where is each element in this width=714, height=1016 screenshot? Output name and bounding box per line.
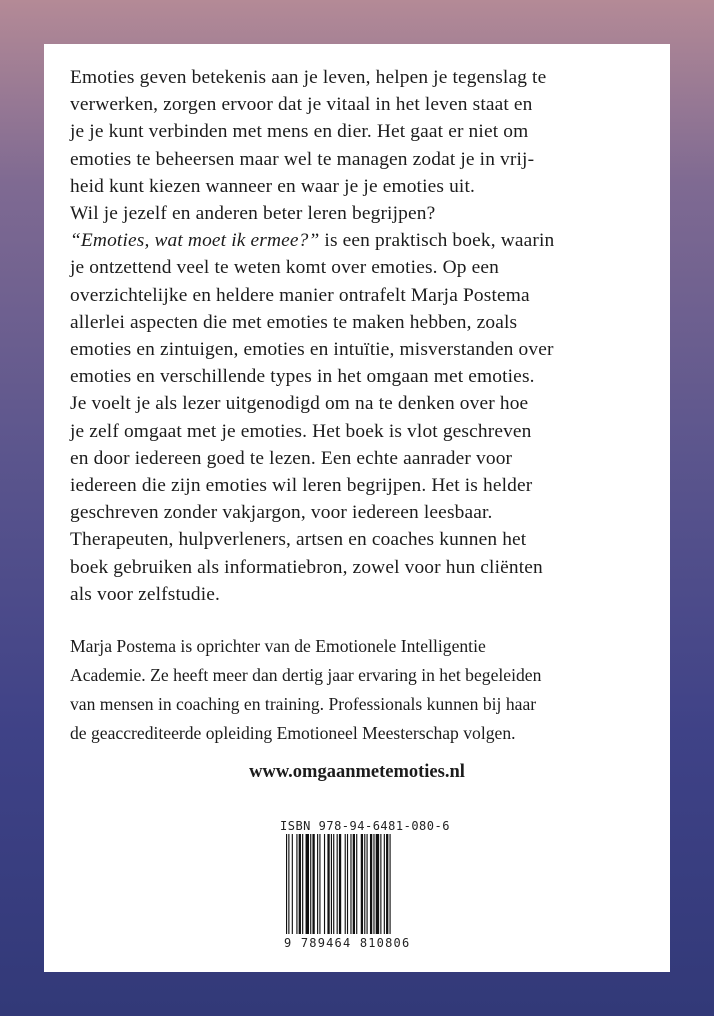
- text-line: je zelf omgaat met je emoties. Het boek is vlot geschreven: [70, 420, 532, 442]
- author-bio: [70, 632, 648, 748]
- bio-line: van mensen in coaching en training. Professionals kunnen bij haar: [70, 694, 537, 714]
- book-title-quote: “Emoties, wat moet ik ermee?”: [70, 230, 320, 252]
- text-line: heid kunt kiezen wanneer en waar je je emoties uit.: [70, 175, 475, 197]
- text-line: allerlei aspecten die met emoties te maken hebben, zoals: [70, 311, 518, 333]
- bio-line: Marja Postema is oprichter van de Emotionele Intelligentie: [70, 636, 486, 656]
- text-line: je je kunt verbinden met mens en dier. Het gaat er niet om: [70, 121, 529, 143]
- book-description: [70, 64, 648, 608]
- text-line: en door iedereen goed te lezen. Een echte aanrader voor: [70, 447, 513, 469]
- text-line: geschreven zonder vakjargon, voor iedereen leesbaar.: [70, 502, 493, 524]
- text-line: boek gebruiken als informatiebron, zowel voor hun cliënten: [70, 556, 543, 578]
- back-cover-card: [44, 44, 670, 972]
- isbn-label: ISBN 978-94-6481-080-6: [280, 819, 450, 833]
- text-line: Therapeuten, hulpverleners, artsen en coaches kunnen het: [70, 529, 527, 551]
- text-line: Wil je jezelf en anderen beter leren begrijpen?: [70, 203, 436, 225]
- barcode-image: [284, 834, 434, 942]
- text-line: Emoties geven betekenis aan je leven, helpen je tegenslag te: [70, 67, 547, 88]
- text-line: Je voelt je als lezer uitgenodigd om na te denken over hoe: [70, 393, 529, 415]
- website-url: www.omgaanmetemoties.nl: [249, 762, 465, 782]
- intro-paragraph: [70, 64, 648, 227]
- text-line: emoties en zintuigen, emoties en intuïtie, misverstanden over: [70, 339, 554, 361]
- text-line: emoties en verschillende types in het omgaan met emoties.: [70, 366, 535, 388]
- quote-line-rest: is een praktisch boek, waarin: [319, 230, 555, 252]
- barcode-digits: 9 789464 810806: [284, 936, 411, 950]
- bio-line: de geaccrediteerde opleiding Emotioneel Meesterschap volgen.: [70, 723, 516, 743]
- text-line: emoties te beheersen maar wel te managen zodat je in vrij-: [70, 148, 535, 170]
- text-line: als voor zelfstudie.: [70, 583, 221, 605]
- text-line: je ontzettend veel te weten komt over emoties. Op een: [70, 257, 500, 279]
- quote-line: [70, 227, 648, 254]
- bio-line: Academie. Ze heeft meer dan dertig jaar ervaring in het begeleiden: [70, 665, 542, 685]
- text-line: iedereen die zijn emoties wil leren begrijpen. Het is helder: [70, 475, 533, 497]
- text-line: verwerken, zorgen ervoor dat je vitaal in het leven staat en: [70, 94, 533, 116]
- text-line: overzichtelijke en heldere manier ontrafelt Marja Postema: [70, 284, 530, 306]
- body-paragraph: [70, 227, 648, 608]
